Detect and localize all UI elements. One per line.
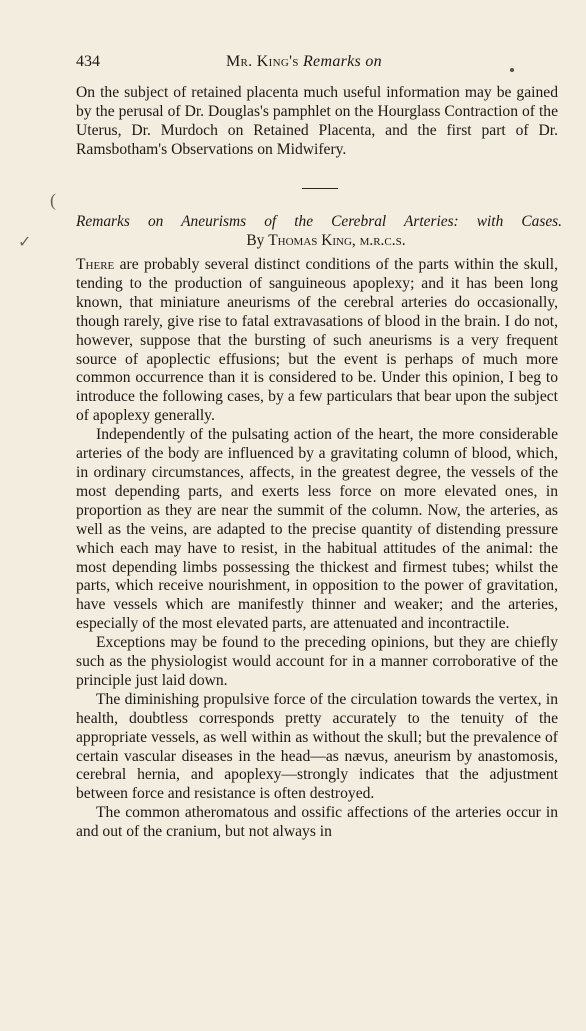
paragraph-4: The diminishing propulsive force of the circulation towards the vertex, in health, doubtless corresponds pretty accurately to the tenuity of the appropriate vessels, as well within as without the skull; but the prevalence of certain vascular diseases in the head—as nævus, aneurism by anastomosis, cerebral hernia, and apoplexy—strongly indicates that the adjustment between force and resistance is often destroyed.: [76, 690, 558, 803]
margin-check-mark: ✓: [18, 234, 32, 251]
page-number: 434: [76, 53, 100, 70]
section-divider: [302, 188, 338, 189]
ink-spot: [510, 68, 514, 72]
article-body: [76, 256, 558, 842]
previous-article-end: [76, 84, 558, 160]
margin-pencil-mark: (: [50, 190, 56, 210]
paragraph-1-lead: There: [76, 256, 115, 273]
paragraph-3: Exceptions may be found to the preceding opinions, but they are chiefly such as the physiologist would account for in a manner corroborative of the principle just laid down.: [76, 634, 558, 689]
article-author: Thomas King, m.r.c.s.: [268, 232, 406, 249]
article-title: Remarks on Aneurisms of the Cerebral Arteries: with Cases.: [76, 213, 562, 230]
running-head-author: Mr. King's: [226, 53, 299, 70]
closing-paragraph: On the subject of retained placenta much useful information may be gained by the perusal of Dr. Douglas's pamphlet on the Hourglass Contraction of the Uterus, Dr. Murdoch on Retained Placenta, and the first part of Dr. Ramsbotham's Observations on Midwifery.: [76, 84, 558, 158]
article-byline: [76, 231, 562, 250]
paragraph-2: Independently of the pulsating action of the heart, the more considerable arteries of the body are influenced by a gravitating column of blood, which, in ordinary circumstances, affects, in the greatest degree, the vessels of the most depending parts, and exerts less force on more elevated ones, in proportion as they are near the summit of the column. Now, the arteries, as well as the veins, are adapted to the precise quantity of distending pressure which each may have to resist, in the habitual attitudes of the animal: the most depending limbs possessing the thickest and firmest tubes; whilst the parts, which receive nourishment, in opposition to the power of gravitation, have vessels which are manifestly thinner and weaker; and the arteries, especially of the most elevated parts, are attenuated and incontractile.: [76, 426, 558, 633]
paragraph-5: The common atheromatous and ossific affections of the arteries occur in and out of the cranium, but not always in: [76, 804, 558, 841]
running-head: [226, 52, 382, 72]
article-heading: [76, 212, 562, 250]
byline-prefix: By: [246, 232, 265, 249]
paragraph-1-text: are probably several distinct conditions of the parts within the skull, tending to the production of sanguineous apoplexy; and it has been long known, that miniature aneurisms of the cerebral arteries do occasionally, though rarely, give rise to fatal extravasations of blood in the brain. I do not, however, suppose that the bursting of such aneurisms is a very frequent source of apoplectic effusions; but the event is perhaps of much more common occurrence than it is considered to be. Under this opinion, I beg to introduce the following cases, by a few particulars that bear upon the subject of apoplexy generally.: [76, 256, 558, 425]
running-head-title: Remarks on: [302, 53, 382, 70]
paragraph-1: [76, 256, 558, 426]
